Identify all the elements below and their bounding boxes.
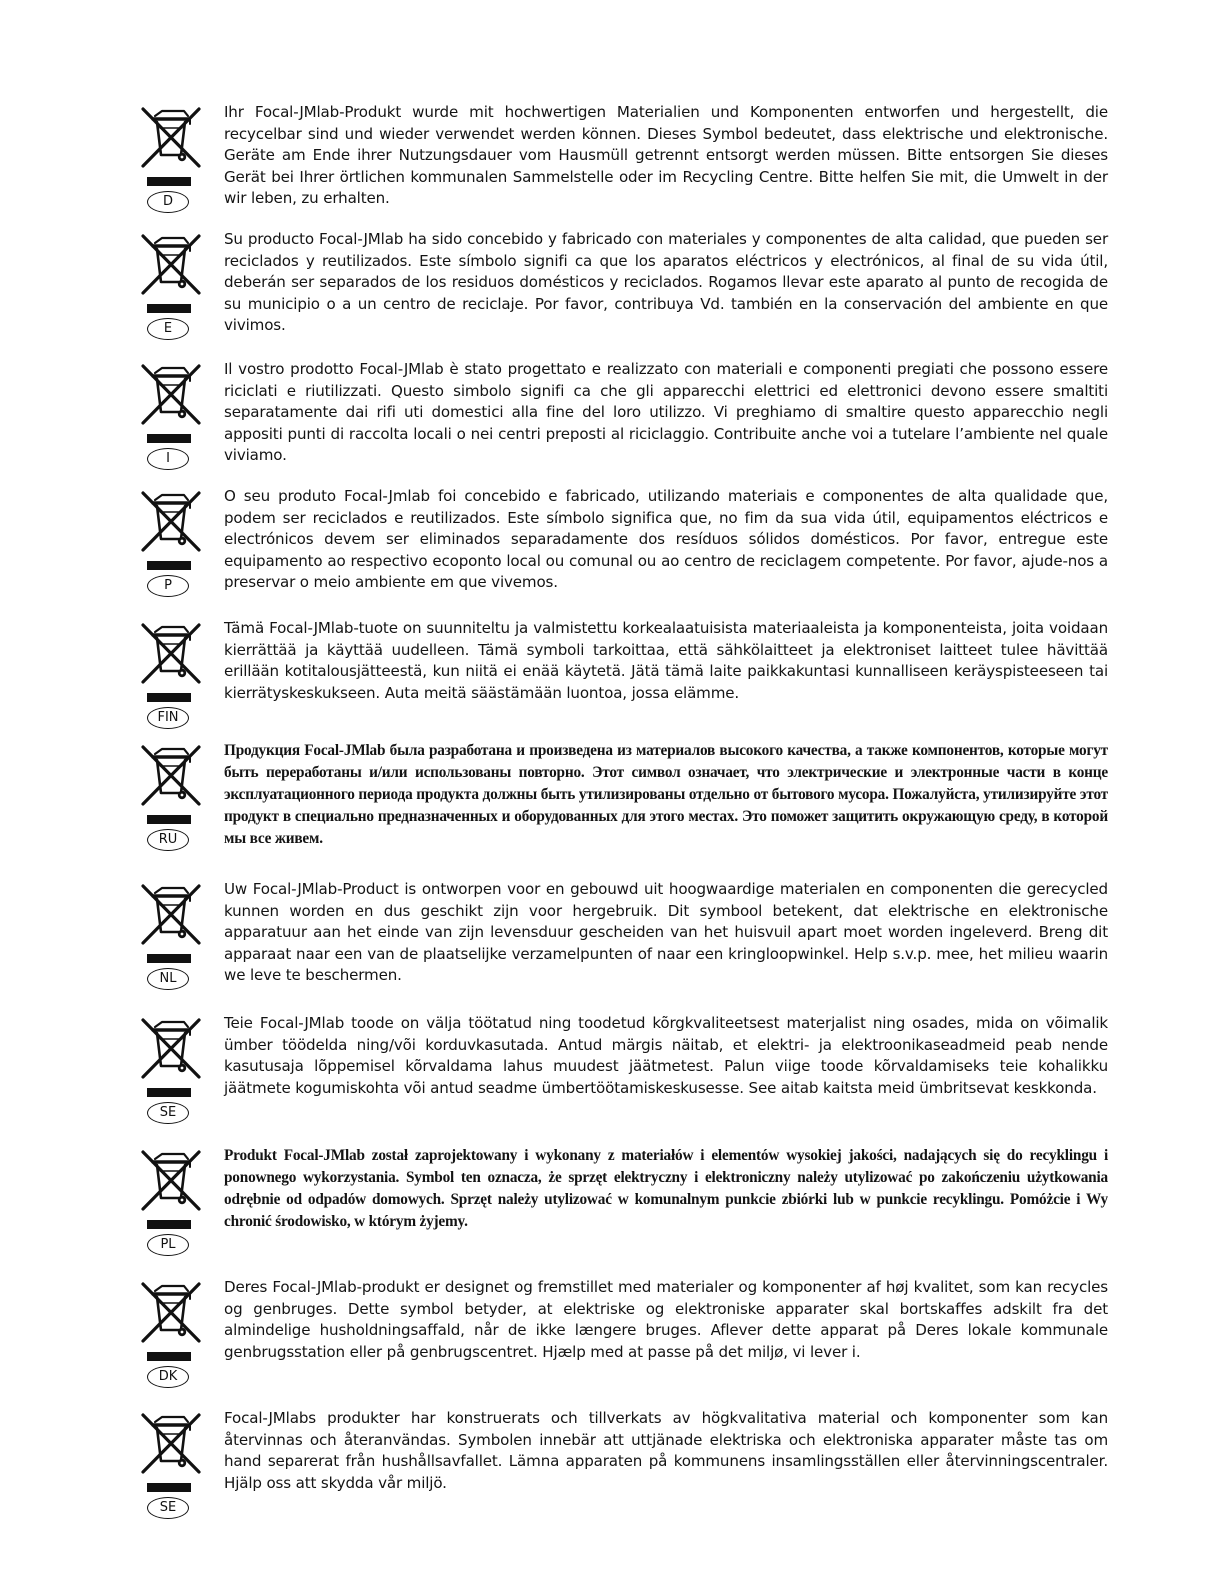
country-code-badge: SE: [147, 1497, 189, 1519]
weee-symbol: [138, 1281, 204, 1388]
crossed-out-wheelie-bin-icon: [138, 1149, 204, 1215]
weee-symbol: [138, 1412, 204, 1519]
notice-text: Il vostro prodotto Focal-JMlab è stato progettato e realizzato con materiali e componenti pregiati che possono essere riciclati e riutilizzati. Questo simbolo signifi ca che gli apparecchi elettrici ed elettronici devono essere smaltiti separatamente dai rifi uti domestici alla fine del loro utilizzo. Vi preghiamo di smaltire questo apparecchio negli appositi punti di raccolta locali o nei centri preposti al riciclaggio. Contribuite anche voi a tutelare l’ambiente nel quale viviamo.: [224, 360, 1108, 465]
weee-bar: [147, 815, 191, 824]
crossed-out-wheelie-bin-icon: [138, 363, 204, 429]
country-code-badge: P: [147, 575, 189, 597]
weee-symbol: [138, 883, 204, 990]
weee-bar: [147, 1088, 191, 1097]
country-code-badge: RU: [147, 829, 189, 851]
weee-symbol: [138, 106, 204, 213]
weee-symbol: [138, 622, 204, 729]
weee-symbol: [138, 1149, 204, 1256]
weee-bar: [147, 434, 191, 443]
weee-symbol: [138, 490, 204, 597]
country-code-badge: D: [147, 191, 189, 213]
weee-bar: [147, 177, 191, 186]
crossed-out-wheelie-bin-icon: [138, 883, 204, 949]
country-code-badge: SE: [147, 1102, 189, 1124]
notice-text: Продукция Focal-JMlab была разработана и произведена из материалов высокого качества, а также компонентов, которые могут быть переработаны и/или использованы повторно. Этот символ означает, что электрические и электронные части в конце эксплуатационного периода продукта должны быть утилизированы отдельно от бытового мусора. Пожалуйста, утилизируйте этот продукт в специально предназначенных и оборудованных для этого местах. Это поможет защитить окружающую среду, в которой мы все живем.: [224, 742, 1108, 847]
country-code-badge: DK: [147, 1366, 189, 1388]
weee-bar: [147, 693, 191, 702]
country-code-badge: I: [147, 448, 189, 470]
crossed-out-wheelie-bin-icon: [138, 1017, 204, 1083]
crossed-out-wheelie-bin-icon: [138, 622, 204, 688]
country-code-badge: FIN: [147, 707, 189, 729]
notice-text: Tämä Focal-JMlab-tuote on suunniteltu ja valmistettu korkealaatuisista materiaaleista ja komponenteista, joita voidaan kierrättää ja käyttää uudelleen. Tämä symboli tarkoittaa, että sähkölaitteet ja elektroniset laitteet tulee hävittää erillään kotitalousjätteestä, kun niitä ei enää käytetä. Jätä tämä laite paikkakuntasi kunnalliseen keräyspisteeseen tai kierrätyskeskukseen. Auta meitä säästämään luontoa, jossa elämme.: [224, 619, 1108, 702]
weee-bar: [147, 561, 191, 570]
weee-bar: [147, 304, 191, 313]
notice-text: Deres Focal-JMlab-produkt er designet og fremstillet med materialer og komponenter af høj kvalitet, som kan recycles og genbruges. Dette symbol betyder, at elektriske og elektroniske apparater skal bortskaffes adskilt fra det almindelige husholdningsaffald, når de ikke længere bruges. Aflever dette apparat på Deres lokale kommunale genbrugsstation eller på genbrugscentret. Hjælp med at passe på det miljø, vi lever i.: [224, 1278, 1108, 1361]
crossed-out-wheelie-bin-icon: [138, 106, 204, 172]
notice-text: Produkt Focal-JMlab został zaprojektowany i wykonany z materiałów i elementów wysokiej jakości, nadających się do recyklingu i ponownego wykorzystania. Symbol ten oznacza, że sprzęt elektryczny i elektroniczny należy utylizować po zakończeniu użytkowania odrębnie od odpadów domowych. Sprzęt należy utylizować w komunalnym punkcie zbiórki lub w punkcie recyklingu. Pomóżcie i Wy chronić środowisko, w którym żyjemy.: [224, 1147, 1108, 1230]
crossed-out-wheelie-bin-icon: [138, 1412, 204, 1478]
weee-bar: [147, 1220, 191, 1229]
weee-symbol: [138, 744, 204, 851]
crossed-out-wheelie-bin-icon: [138, 744, 204, 810]
crossed-out-wheelie-bin-icon: [138, 233, 204, 299]
country-code-badge: E: [147, 318, 189, 340]
weee-bar: [147, 1483, 191, 1492]
notice-text: Focal-JMlabs produkter har konstruerats och tillverkats av högkvalitativa material och komponenter som kan återvinnas och återanvändas. Symbolen innebär att uttjänade elektriska och elektroniska apparater måste tas om hand separerat från hushållsavfallet. Lämna apparaten på kommunens insamlingsställen eller återvinningscentraler. Hjälp oss att skydda vår miljö.: [224, 1409, 1108, 1492]
notice-text: Su producto Focal-JMlab ha sido concebido y fabricado con materiales y componentes de alta calidad, que pueden ser reciclados y reutilizados. Este símbolo signifi ca que los aparatos eléctricos y electrónicos, al final de su vida útil, deberán ser separados de los residuos domésticos y reciclados. Rogamos llevar este aparato al punto de recogida de su municipio o a un centro de reciclaje. Por favor, contribuya Vd. también en la conservación del ambiente en que vivimos.: [224, 230, 1108, 335]
country-code-badge: PL: [147, 1234, 189, 1256]
weee-bar: [147, 954, 191, 963]
weee-symbol: [138, 233, 204, 340]
notice-text: Uw Focal-JMlab-Product is ontworpen voor en gebouwd uit hoogwaardige materialen en componenten die gerecycled kunnen worden en dus geschikt zijn voor hergebruik. Dit symbool betekent, dat elektrische en elektronische apparatuur aan het einde van zijn levensduur gescheiden van het huisvuil apart moet worden ingeleverd. Breng dit apparaat naar een van de plaatselijke verzamelpunten of naar een kringloopwinkel. Help s.v.p. mee, het milieu waarin we leve te beschermen.: [224, 880, 1108, 985]
crossed-out-wheelie-bin-icon: [138, 490, 204, 556]
weee-symbol: [138, 363, 204, 470]
country-code-badge: NL: [147, 968, 189, 990]
notice-text: Teie Focal-JMlab toode on välja töötatud ning toodetud kõrgkvaliteetsest materjalist ning osades, mida on võimalik ümber töödelda ning/või korduvkasutada. Antud märgis näitab, et elektri- ja elektroonikaseadmeid peab nende kasutusaja lõppemisel kõrvaldama lahus muudest jäätmetest. Palun viige toode kõrvaldamiseks teie kohalikku jäätmete kogumiskohta või antud seadme ümbertöötamiskeskusesse. See aitab kaitsta meid ümbritsevat keskkonda.: [224, 1014, 1108, 1097]
weee-bar: [147, 1352, 191, 1361]
crossed-out-wheelie-bin-icon: [138, 1281, 204, 1347]
notice-text: O seu produto Focal-Jmlab foi concebido e fabricado, utilizando materiais e componentes de alta qualidade que, podem ser reciclados e reutilizados. Este símbolo significa que, no fim da sua vida útil, equipamentos eléctricos e electrónicos devem ser eliminados separadamente dos resíduos sólidos domésticos. Por favor, entregue este equipamento ao respectivo ecoponto local ou comunal ou ao centro de reciclagem competente. Por favor, ajude-nos a preservar o meio ambiente em que vivemos.: [224, 487, 1108, 592]
weee-symbol: [138, 1017, 204, 1124]
notice-text: Ihr Focal-JMlab-Produkt wurde mit hochwertigen Materialien und Komponenten entworfen und hergestellt, die recycelbar sind und wieder verwendet werden können. Dieses Symbol bedeutet, dass elektrische und elektronische. Geräte am Ende ihrer Nutzungsdauer vom Hausmüll getrennt entsorgt werden müssen. Bitte entsorgen Sie dieses Gerät bei Ihrer örtlichen kommunalen Sammelstelle oder im Recycling Centre. Bitte helfen Sie mit, die Umwelt in der wir leben, zu erhalten.: [224, 103, 1108, 208]
